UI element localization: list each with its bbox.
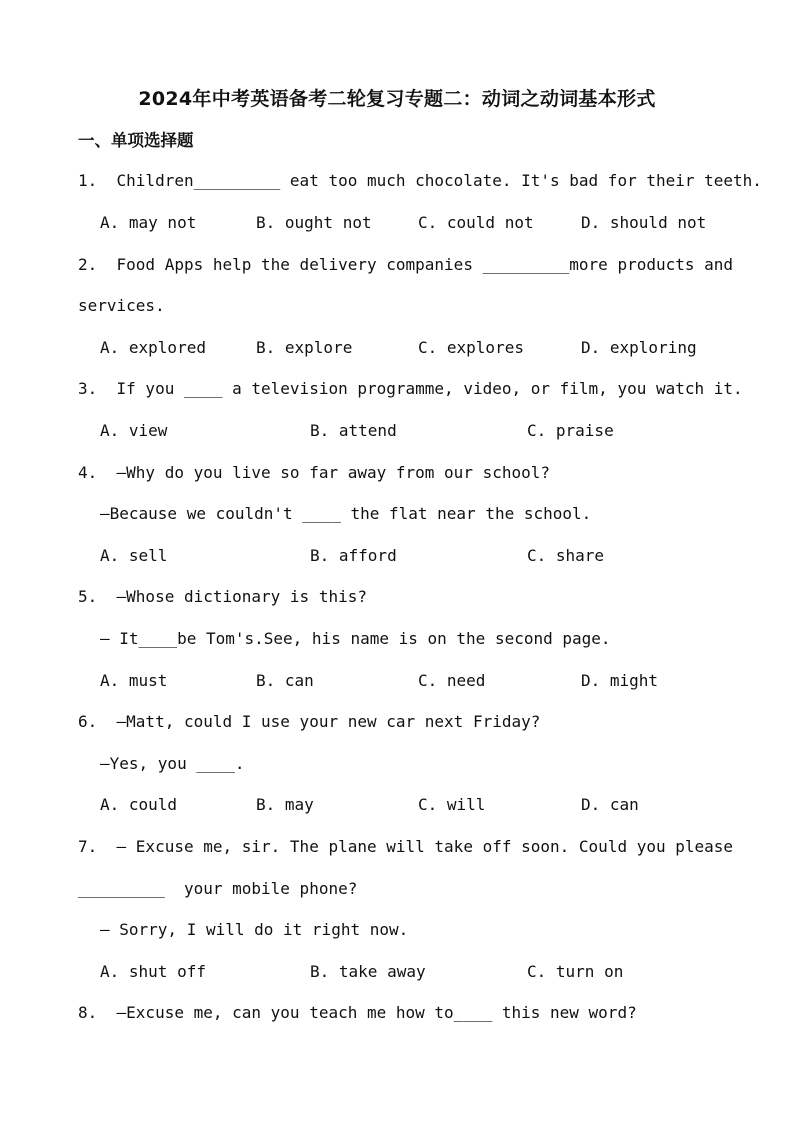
question-5-option-d: D. might xyxy=(581,671,659,690)
question-3-option-b: B. attend xyxy=(310,421,397,440)
question-8-stem: 8. —Excuse me, can you teach me how to____ this new word? xyxy=(78,1003,637,1022)
question-6-option-d: D. can xyxy=(581,795,639,814)
question-6-stem: 6. —Matt, could I use your new car next Friday? xyxy=(78,712,541,731)
question-7-option-a: A. shut off xyxy=(100,962,206,981)
question-6-response: —Yes, you ____. xyxy=(100,754,245,773)
question-7-continuation: _________ your mobile phone? xyxy=(78,879,358,898)
question-1-option-b: B. ought not xyxy=(256,213,372,232)
question-1-stem: 1. Children_________ eat too much chocolate. It's bad for their teeth. xyxy=(78,171,762,190)
question-6-option-a: A. could xyxy=(100,795,178,814)
question-2-option-d: D. exploring xyxy=(581,338,697,357)
question-1-option-d: D. should not xyxy=(581,213,707,232)
question-2-stem: 2. Food Apps help the delivery companies _________more products and xyxy=(78,255,734,274)
question-5-response: — It____be Tom's.See, his name is on the second page. xyxy=(100,629,611,648)
question-7-stem: 7. — Excuse me, sir. The plane will take off soon. Could you please xyxy=(78,837,734,856)
question-7-option-c: C. turn on xyxy=(527,962,624,981)
question-4-option-c: C. share xyxy=(527,546,605,565)
section-heading: 一、单项选择题 xyxy=(78,131,194,150)
question-1-option-c: C. could not xyxy=(418,213,534,232)
question-3-option-c: C. praise xyxy=(527,421,614,440)
question-5-option-c: C. need xyxy=(418,671,486,690)
question-1-option-a: A. may not xyxy=(100,213,197,232)
question-5-option-b: B. can xyxy=(256,671,314,690)
question-2-option-c: C. explores xyxy=(418,338,524,357)
question-2-option-a: A. explored xyxy=(100,338,206,357)
question-4-response: —Because we couldn't ____ the flat near the school. xyxy=(100,504,592,523)
document-title: 2024年中考英语备考二轮复习专题二：动词之动词基本形式 xyxy=(138,88,656,110)
question-4-stem: 4. —Why do you live so far away from our school? xyxy=(78,463,551,482)
question-6-option-b: B. may xyxy=(256,795,314,814)
question-3-option-a: A. view xyxy=(100,421,168,440)
question-7-response: — Sorry, I will do it right now. xyxy=(100,920,409,939)
question-2-continuation: services. xyxy=(78,296,165,315)
question-4-option-a: A. sell xyxy=(100,546,168,565)
question-6-option-c: C. will xyxy=(418,795,486,814)
question-3-stem: 3. If you ____ a television programme, video, or film, you watch it. xyxy=(78,379,743,398)
question-2-option-b: B. explore xyxy=(256,338,353,357)
question-5-stem: 5. —Whose dictionary is this? xyxy=(78,587,367,606)
question-4-option-b: B. afford xyxy=(310,546,397,565)
question-7-option-b: B. take away xyxy=(310,962,426,981)
question-5-option-a: A. must xyxy=(100,671,168,690)
